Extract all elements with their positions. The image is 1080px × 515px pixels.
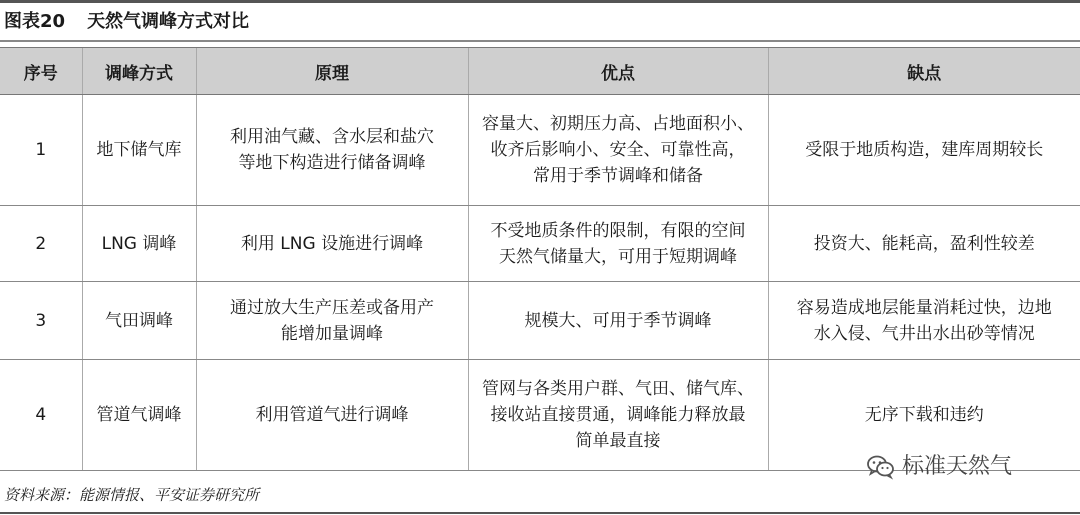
cell-method: 气田调峰	[82, 282, 196, 360]
cell-advantages	[468, 360, 768, 471]
cell-no: 1	[0, 95, 82, 206]
cell-line: 通过放大生产压差或备用产	[230, 297, 434, 318]
cell-line: 利用 LNG 设施进行调峰	[240, 233, 424, 254]
cell-principle	[196, 206, 468, 282]
table-header-row	[0, 48, 1080, 95]
cell-line: 常用于季节调峰和储备	[533, 166, 703, 186]
cell-line: 管网与各类用户群、气田、储气库、	[482, 379, 754, 399]
figure-title	[4, 6, 249, 38]
header-no: 序号	[0, 48, 82, 95]
cell-line: 简单最直接	[575, 431, 661, 451]
cell-disadvantages	[768, 95, 1080, 206]
cell-principle	[196, 360, 468, 471]
cell-disadvantages	[768, 282, 1080, 360]
cell-line: 不受地质条件的限制，有限的空间	[490, 220, 746, 241]
cell-line: 受限于地质构造，建库周期较长	[805, 140, 1044, 160]
figure-number: 图表20	[4, 11, 66, 32]
cell-line: 天然气储量大，可用于短期调峰	[499, 246, 737, 267]
cell-method: 地下储气库	[82, 95, 196, 206]
cell-line: 规模大、可用于季节调峰	[524, 310, 712, 331]
cell-advantages	[468, 206, 768, 282]
header-disadvantages: 缺点	[768, 48, 1080, 95]
cell-method: LNG 调峰	[82, 206, 196, 282]
cell-no: 2	[0, 206, 82, 282]
table-row	[0, 95, 1080, 206]
cell-principle	[196, 95, 468, 206]
cell-no: 4	[0, 360, 82, 471]
cell-method: 管道气调峰	[82, 360, 196, 471]
cell-advantages	[468, 95, 768, 206]
top-rule	[0, 0, 1080, 3]
table-row	[0, 282, 1080, 360]
watermark-text: 标准天然气	[902, 454, 1013, 479]
cell-line: 利用油气藏、含水层和盐穴	[230, 127, 434, 147]
cell-line: 容易造成地层能量消耗过快，边地	[796, 297, 1052, 318]
cell-line: 无序下载和违约	[864, 405, 984, 425]
figure-title-text: 天然气调峰方式对比	[87, 11, 250, 32]
table-row	[0, 206, 1080, 282]
cell-line: 水入侵、气井出水出砂等情况	[813, 323, 1035, 344]
source-note: 资料来源：能源情报、平安证券研究所	[4, 486, 260, 504]
watermark	[866, 452, 1012, 482]
wechat-icon	[866, 452, 896, 482]
cell-line: 等地下构造进行储备调峰	[238, 153, 426, 173]
cell-line: 容量大、初期压力高、占地面积小、	[482, 114, 754, 134]
header-advantages: 优点	[468, 48, 768, 95]
cell-disadvantages	[768, 206, 1080, 282]
cell-no: 3	[0, 282, 82, 360]
cell-line: 利用管道气进行调峰	[255, 405, 409, 425]
comparison-table	[0, 47, 1080, 471]
cell-principle	[196, 282, 468, 360]
title-rule	[0, 40, 1080, 42]
cell-line: 投资大、能耗高，盈利性较差	[813, 233, 1035, 254]
cell-advantages	[468, 282, 768, 360]
header-method: 调峰方式	[82, 48, 196, 95]
bottom-rule	[0, 512, 1080, 514]
cell-line: 接收站直接贯通，调峰能力释放最	[490, 405, 746, 425]
header-principle: 原理	[196, 48, 468, 95]
cell-line: 能增加量调峰	[281, 323, 383, 344]
cell-line: 收齐后影响小、安全、可靠性高，	[490, 140, 746, 160]
